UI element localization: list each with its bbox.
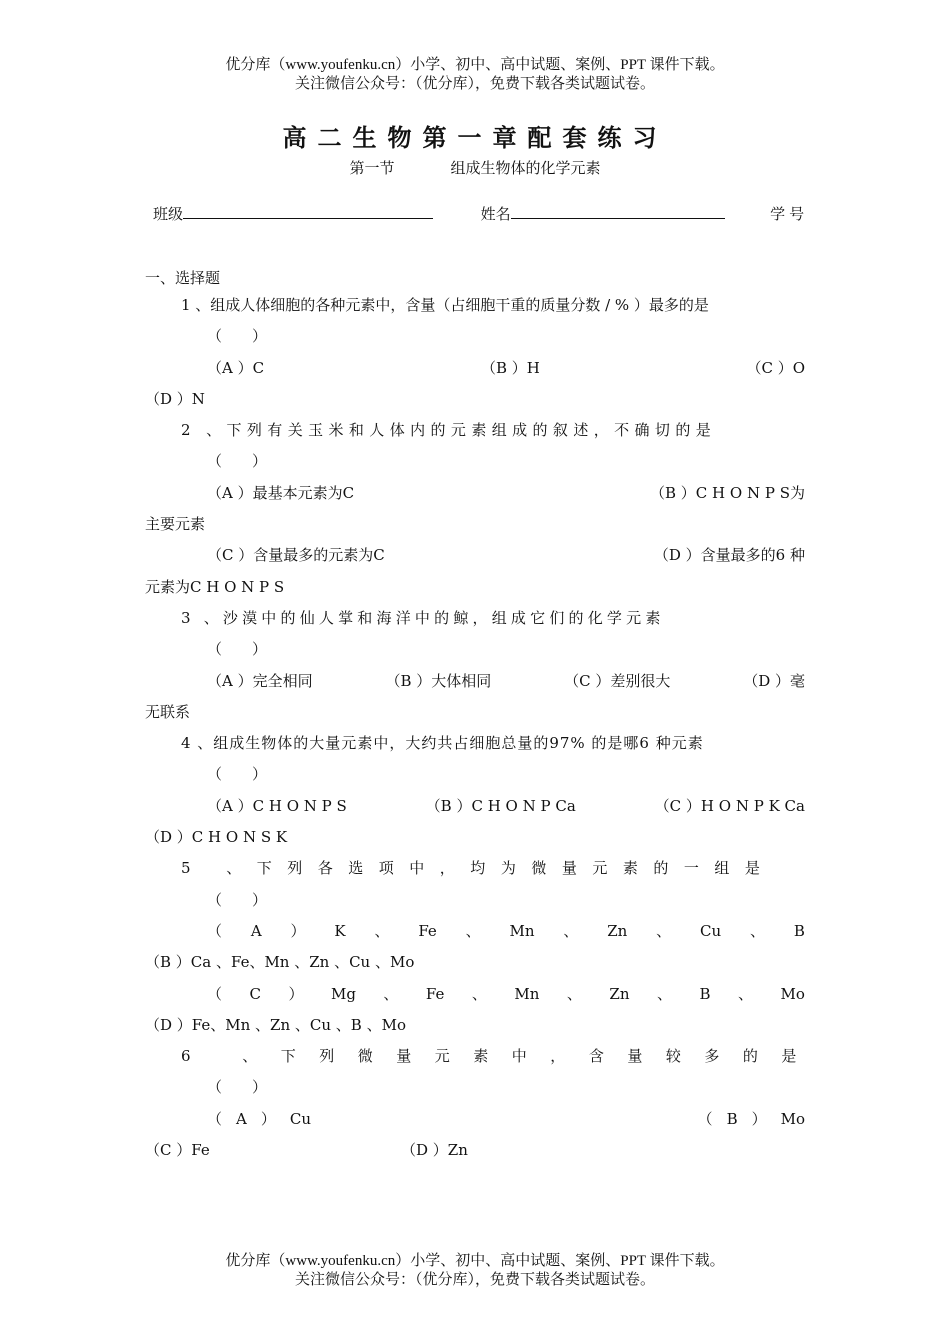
q6-option-d[interactable]: （D ）Zn [401, 1141, 468, 1160]
q3-option-d[interactable]: （D ）毫 [743, 671, 805, 690]
question-5-options-row-b [145, 947, 805, 978]
subtitle [0, 157, 950, 178]
question-5-options-row-d [145, 1010, 805, 1041]
question-1-stem: 1 、组成人体细胞的各种元素中，含量（占细胞干重的质量分数 / % ）最多的是 [181, 296, 709, 314]
q3-option-b[interactable]: （B ）大体相同 [385, 671, 492, 690]
q4-option-c[interactable]: （C ）H O N P K Ca [654, 796, 805, 815]
q5-c-token: Zn [609, 984, 630, 1003]
footer-line-1: 优分库（www.youfenku.cn）小学、初中、高中试题、案例、PPT 课件下载。 [225, 1253, 725, 1269]
q6-b-token: （ [697, 1109, 713, 1128]
q1-option-b[interactable]: （B ）H [481, 358, 540, 377]
name-field[interactable] [511, 204, 725, 219]
question-2-blank: （ ） [207, 452, 268, 471]
name-label: 姓名 [480, 205, 511, 223]
page-title: 高二生物第一章配套练习 [282, 123, 668, 152]
q5-c-token: 、 [737, 984, 753, 1003]
q5-option-a[interactable] [145, 916, 805, 947]
question-list [145, 290, 820, 1166]
q5-a-token: Fe [418, 921, 437, 940]
q5-option-d[interactable]: （D ）Fe、Mn 、Zn 、Cu 、B 、Mo [145, 1015, 406, 1034]
q6-a-token: （ [207, 1109, 223, 1128]
q5-a-token: 、 [656, 921, 672, 940]
q6-option-a[interactable] [207, 1104, 311, 1135]
q3-option-a[interactable]: （A ）完全相同 [207, 671, 313, 690]
q6-a-token: Cu [289, 1109, 312, 1128]
q5-a-token: K [334, 921, 346, 940]
question-5-stem: 5 、下列各选项中，均为微量元素的一组是 [181, 859, 776, 878]
q5-c-token: 、 [656, 984, 672, 1003]
q5-c-token: Mn [514, 984, 540, 1003]
q6-b-token: ） [751, 1109, 767, 1128]
q2-option-c[interactable]: （C ）含量最多的元素为C [207, 546, 385, 565]
question-2-options-row-2 [145, 540, 805, 571]
question-1-options-row [145, 353, 805, 384]
q5-a-token: 、 [750, 921, 766, 940]
question-3-blank: （ ） [207, 640, 268, 659]
question-3-stem: 3 、沙漠中的仙人掌和海洋中的鲸，组成它们的化学元素 [181, 608, 665, 627]
question-4-options-row [145, 791, 805, 822]
question-6-options-row [145, 1104, 805, 1135]
q2-option-b[interactable]: （B ）C H O N P S为 [650, 483, 805, 502]
footer-line-2: 关注微信公众号：（优分库），免费下载各类试题试卷。 [294, 1272, 655, 1288]
q5-a-token: Mn [509, 921, 535, 940]
question-5-blank: （ ） [207, 890, 268, 909]
q5-a-token: A [250, 921, 262, 940]
question-2-stem: 2 、下列有关玉米和人体内的元素组成的叙述，不确切的是 [181, 421, 717, 440]
page-header [0, 56, 950, 94]
q6-a-token: ） [260, 1109, 276, 1128]
q4-option-d[interactable]: （D ）C H O N S K [145, 828, 288, 847]
q2-option-a[interactable]: （A ）最基本元素为C [207, 483, 355, 502]
q4-option-a[interactable]: （A ）C H O N P S [207, 796, 347, 815]
q6-b-token: B [726, 1109, 738, 1128]
q5-a-token: 、 [465, 921, 481, 940]
question-4-blank: （ ） [207, 765, 268, 784]
section-heading: 一、选择题 [145, 269, 221, 287]
class-field[interactable] [183, 204, 433, 219]
q1-option-c[interactable]: （C ）O [746, 358, 805, 377]
q2-option-b-continuation: 主要元素 [145, 515, 206, 534]
q6-a-token: A [236, 1109, 247, 1128]
header-line-1: 优分库（www.youfenku.cn）小学、初中、高中试题、案例、PPT 课件下载。 [225, 57, 725, 73]
question-4-options-row-2 [145, 822, 805, 853]
subtitle-section: 第一节 [349, 159, 395, 177]
q5-a-token: 、 [563, 921, 579, 940]
question-3-options-row [145, 666, 805, 697]
q6-option-c[interactable]: （C ）Fe [145, 1141, 210, 1160]
q5-c-token: 、 [566, 984, 582, 1003]
question-6-options-row-2 [145, 1135, 805, 1166]
page-footer [0, 1252, 950, 1290]
question-2-options-row [145, 478, 805, 509]
question-1-options-row-2 [145, 384, 805, 415]
class-label: 班级 [153, 205, 184, 223]
q5-option-c[interactable] [145, 979, 805, 1010]
q5-c-token: ） [288, 984, 304, 1003]
q1-option-d[interactable]: （D ）N [145, 389, 205, 408]
q3-option-d-continuation: 无联系 [145, 702, 191, 721]
student-info-fields [153, 203, 808, 224]
q5-c-token: （ [207, 984, 223, 1003]
q5-a-token: （ [207, 921, 223, 940]
q5-c-token: C [249, 984, 261, 1003]
q6-option-b[interactable] [698, 1104, 805, 1135]
q5-c-token: 、 [471, 984, 487, 1003]
question-6-blank: （ ） [207, 1078, 268, 1097]
number-label: 学号 [770, 205, 809, 223]
q2-option-d-continuation: 元素为C H O N P S [145, 577, 285, 596]
q5-a-token: 、 [374, 921, 390, 940]
q3-option-c[interactable]: （C ）差别很大 [564, 671, 671, 690]
q5-c-token: B [699, 984, 711, 1003]
q5-a-token: Cu [700, 921, 722, 940]
q5-option-b[interactable]: （B ）Ca 、Fe、Mn 、Zn 、Cu 、Mo [145, 953, 415, 972]
q5-a-token: B [793, 921, 805, 940]
q6-b-token: Mo [780, 1109, 805, 1128]
header-line-2: 关注微信公众号：（优分库），免费下载各类试题试卷。 [294, 76, 655, 92]
q5-c-token: Mg [330, 984, 356, 1003]
question-4-stem: 4 、组成生物体的大量元素中，大约共占细胞总量的97% 的是哪6 种元素 [181, 734, 704, 753]
q4-option-b[interactable]: （B ）C H O N P Ca [425, 796, 576, 815]
q1-option-a[interactable]: （A ）C [207, 358, 265, 377]
subtitle-topic: 组成生物体的化学元素 [450, 159, 601, 177]
q5-c-token: Fe [425, 984, 445, 1003]
q5-c-token: Mo [780, 984, 805, 1003]
q5-c-token: 、 [383, 984, 399, 1003]
question-6-stem: 6 、下列微量元素中，含量较多的是 [181, 1047, 820, 1066]
q5-a-token: ） [290, 921, 306, 940]
q5-a-token: Zn [607, 921, 628, 940]
question-1-blank: （ ） [207, 327, 268, 346]
q2-option-d[interactable]: （D ）含量最多的6 种 [653, 546, 805, 565]
